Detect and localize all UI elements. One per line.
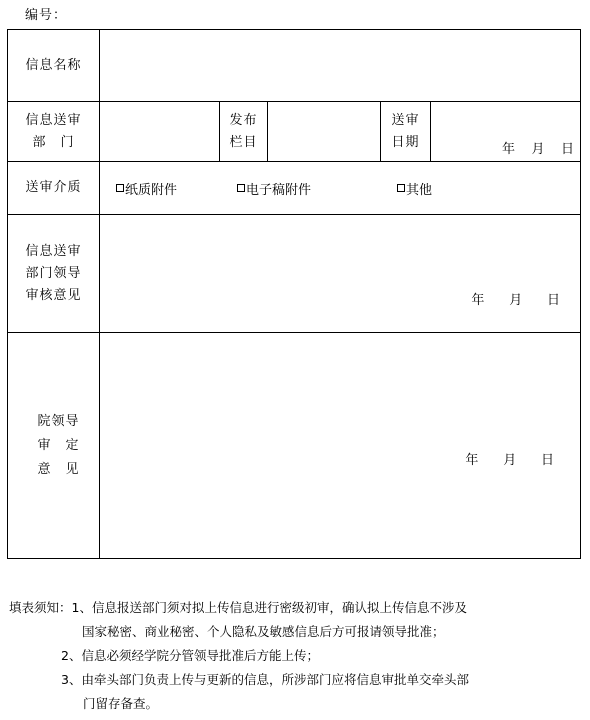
day-label: 日 — [541, 453, 555, 468]
media-option-other[interactable] — [397, 179, 432, 198]
approval-form-table — [7, 29, 581, 559]
media-label: 送审介质 — [25, 180, 82, 195]
checkbox-icon[interactable] — [397, 184, 405, 192]
row-info-name — [8, 30, 581, 102]
filling-instructions — [9, 596, 584, 716]
day-label: 日 — [561, 142, 575, 157]
instructions-item-1-text: 1、信息报送部门须对拟上传信息进行密级初审，确认拟上传信息不涉及 — [71, 600, 467, 615]
college-review-label-line1: 院领导 — [37, 413, 80, 429]
dept-field[interactable] — [100, 102, 220, 162]
checkbox-icon[interactable] — [237, 184, 245, 192]
dept-review-label-line1: 信息送审 — [25, 243, 82, 259]
row-media — [8, 162, 581, 215]
date-label-cell — [381, 102, 431, 162]
info-name-field[interactable] — [100, 30, 581, 102]
dept-review-label-line3: 审核意见 — [25, 287, 82, 303]
column-label-line2: 栏目 — [229, 134, 258, 150]
college-review-label-line2: 审 定 — [37, 437, 80, 453]
year-label: 年 — [501, 142, 515, 157]
media-option-paper[interactable] — [116, 179, 237, 198]
serial-number-label: 编号： — [25, 8, 68, 23]
row-dept-column-date — [8, 102, 581, 162]
row-college-review — [8, 333, 581, 559]
dept-review-field[interactable] — [100, 215, 581, 333]
media-option-electronic[interactable] — [237, 179, 397, 198]
column-field[interactable] — [268, 102, 381, 162]
dept-review-label-line2: 部门领导 — [25, 265, 82, 281]
day-label: 日 — [547, 293, 561, 308]
column-label-line1: 发布 — [229, 112, 258, 128]
dept-label-line1: 信息送审 — [25, 112, 82, 128]
submit-date-placeholder — [502, 138, 574, 157]
college-review-field[interactable] — [100, 333, 581, 559]
month-label: 月 — [531, 142, 545, 157]
year-label: 年 — [465, 453, 479, 468]
media-options — [100, 179, 580, 198]
media-option-label: 其他 — [406, 182, 433, 198]
media-option-label: 纸质附件 — [125, 182, 178, 198]
college-review-date-placeholder — [465, 449, 554, 468]
media-option-label: 电子稿附件 — [246, 182, 312, 198]
row-dept-review — [8, 215, 581, 333]
date-label-line1: 送审 — [391, 112, 420, 128]
instructions-item-1-line-1 — [9, 596, 584, 620]
column-label-cell — [220, 102, 268, 162]
instructions-intro: 填表须知： — [9, 600, 72, 615]
instructions-item-3-line-1: 3、由牵头部门负责上传与更新的信息，所涉部门应将信息审批单交牵头部 — [61, 672, 469, 687]
dept-review-label-cell — [8, 215, 100, 333]
instructions-item-2: 2、信息必须经学院分管领导批准后方能上传； — [61, 648, 319, 663]
dept-review-date-placeholder — [471, 289, 560, 308]
media-label-cell — [8, 162, 100, 215]
instructions-item-1-line-2: 国家秘密、商业秘密、个人隐私及敏感信息后方可报请领导批准； — [82, 624, 445, 639]
year-label: 年 — [471, 293, 485, 308]
dept-label-cell — [8, 102, 100, 162]
checkbox-icon[interactable] — [116, 184, 124, 192]
instructions-item-3-line-2: 门留存备查。 — [83, 696, 159, 711]
date-field[interactable] — [431, 102, 581, 162]
media-options-cell — [100, 162, 581, 215]
college-review-label-cell — [8, 333, 100, 559]
college-review-label-line3: 意 见 — [37, 461, 80, 477]
info-name-label: 信息名称 — [25, 57, 82, 73]
dept-label-line2: 部 门 — [32, 134, 75, 150]
month-label: 月 — [509, 293, 523, 308]
info-name-label-cell — [8, 30, 100, 102]
date-label-line2: 日期 — [391, 134, 420, 150]
month-label: 月 — [503, 453, 517, 468]
